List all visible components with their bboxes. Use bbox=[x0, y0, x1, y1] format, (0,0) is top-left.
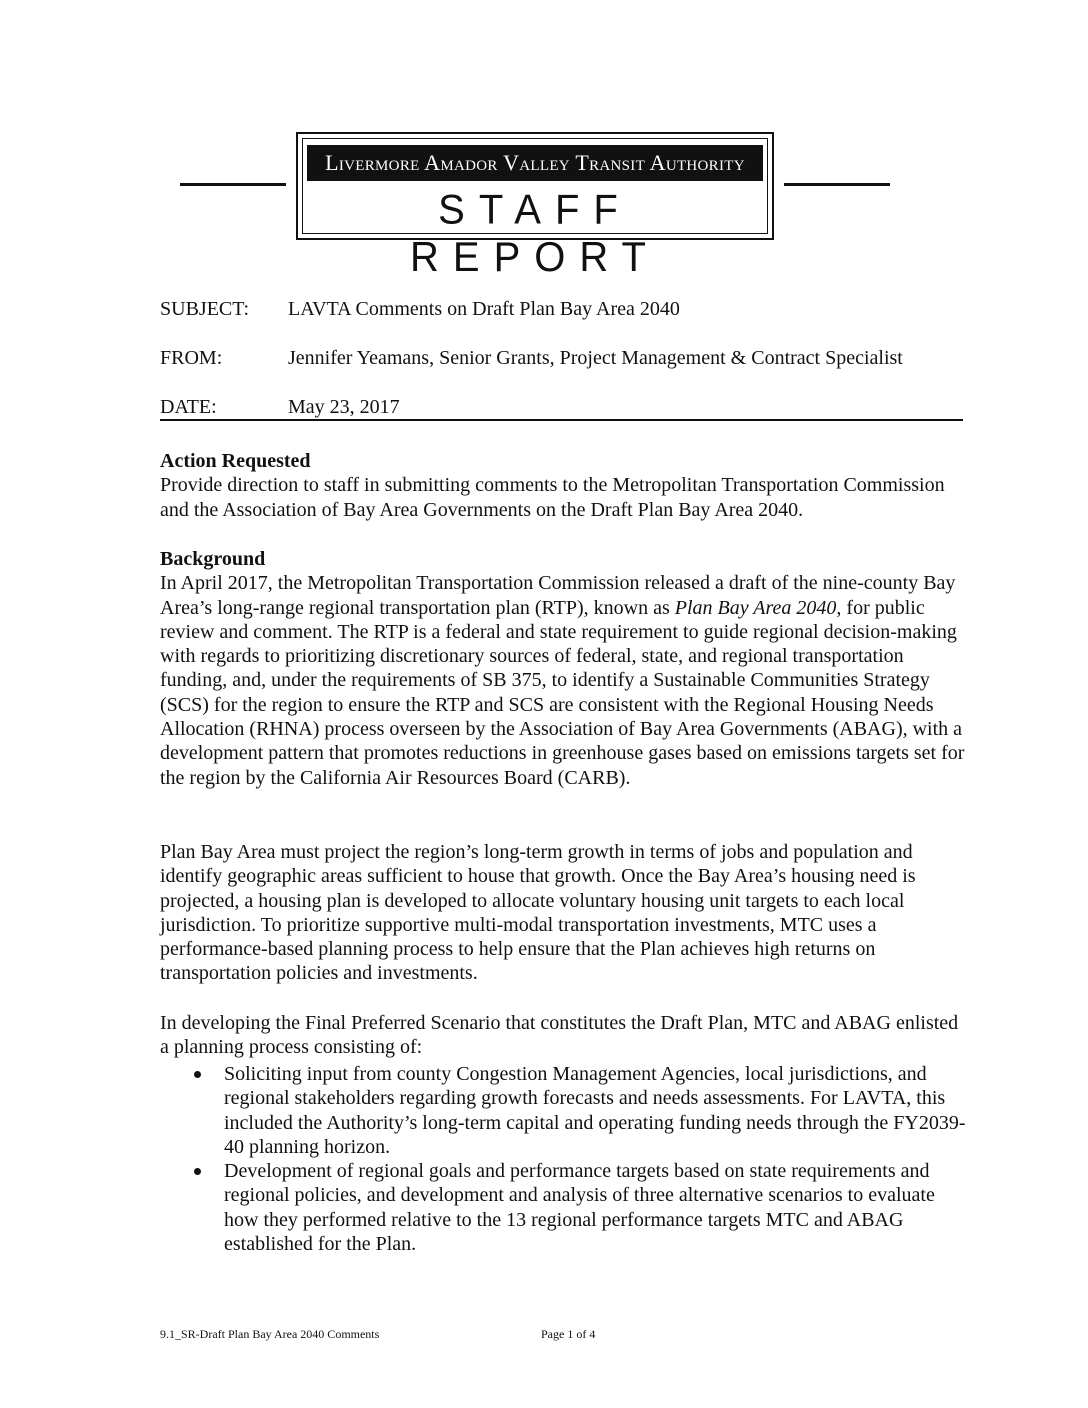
action-heading: Action Requested bbox=[160, 450, 311, 472]
background-p1-start: In April 2017, the Metropolitan Transportation Commission released a draft of the nine-county Bay Area’s long-range regional transportation plan (RTP), known as bbox=[160, 572, 956, 619]
date-label: DATE: bbox=[160, 396, 217, 418]
background-p3: In developing the Final Preferred Scenario that constitutes the Draft Plan, MTC and ABAG enlisted a planning process consisting of: bbox=[160, 1012, 959, 1059]
memo-divider bbox=[160, 419, 963, 421]
background-paragraph-3 bbox=[160, 1011, 970, 1060]
bullet-icon bbox=[194, 1168, 201, 1175]
from-label: FROM: bbox=[160, 347, 223, 369]
subject-value: LAVTA Comments on Draft Plan Bay Area 2040 bbox=[288, 298, 680, 320]
list-item-text: Soliciting input from county Congestion Management Agencies, local jurisdictions, and regional stakeholders regarding growth forecasts and needs assessments. For LAVTA, this included the Authority’s long-term capital and operating funding needs through the FY2039-40 planning horizon. bbox=[224, 1063, 966, 1158]
header-rule-left bbox=[180, 183, 286, 186]
agency-name: Livermore Amador Valley Transit Authority bbox=[307, 145, 763, 181]
report-header-box bbox=[296, 132, 774, 281]
action-text: Provide direction to staff in submitting comments to the Metropolitan Transportation Commission and the Association of Bay Area Governments on the Draft Plan Bay Area 2040. bbox=[160, 474, 945, 521]
list-item bbox=[160, 1159, 970, 1256]
date-value: May 23, 2017 bbox=[288, 396, 400, 418]
from-value: Jennifer Yeamans, Senior Grants, Project Management & Contract Specialist bbox=[288, 347, 903, 369]
list-item-text: Development of regional goals and performance targets based on state requirements and regional policies, and development and analysis of three alternative scenarios to evaluate how they performed relative to the 13 regional performance targets MTC and ABAG established for the Plan. bbox=[224, 1160, 935, 1256]
bullet-icon bbox=[194, 1071, 201, 1078]
plan-title-italic: Plan Bay Area 2040 bbox=[674, 596, 837, 619]
report-title: STAFF REPORT bbox=[410, 186, 660, 281]
background-heading: Background bbox=[160, 548, 266, 570]
subject-label: SUBJECT: bbox=[160, 298, 250, 320]
report-header-inner bbox=[302, 138, 768, 281]
background-paragraph-2 bbox=[160, 840, 970, 986]
header-rule-right bbox=[784, 183, 890, 186]
background-p2: Plan Bay Area must project the region’s long-term growth in terms of jobs and population and identify geographic areas sufficient to house that growth. Once the Bay Area’s housing need is projected, a housing plan is developed to allocate voluntary housing unit targets to each local jurisdiction. To prioritize supportive multi-modal transportation investments, MTC uses a performance-based planning process to help ensure that the Plan achieves high returns on transportation policies and investments. bbox=[160, 841, 916, 985]
background-section bbox=[160, 547, 970, 790]
background-paragraph-1 bbox=[160, 571, 970, 790]
action-section bbox=[160, 449, 970, 522]
footer-filename: 9.1_SR-Draft Plan Bay Area 2040 Comments bbox=[160, 1327, 380, 1341]
list-item bbox=[160, 1062, 970, 1159]
footer-page-number: Page 1 of 4 bbox=[541, 1327, 596, 1341]
planning-process-list bbox=[160, 1062, 970, 1256]
background-p1-end: , for public review and comment. The RTP is a federal and state requirement to guide regional decision-making with regards to prioritizing discretionary sources of federal, state, and regional transportation funding, and, under the requirements of SB 375, to identify a Sustainable Communities Strategy (SCS) for the region to ensure the RTP and SCS are consistent with the Regional Housing Needs Allocation (RHNA) process overseen by the Association of Bay Area Governments (ABAG), with a development pattern that promotes reductions in greenhouse gases based on emissions targets set for the region by the California Air Resources Board (CARB). bbox=[160, 596, 965, 789]
